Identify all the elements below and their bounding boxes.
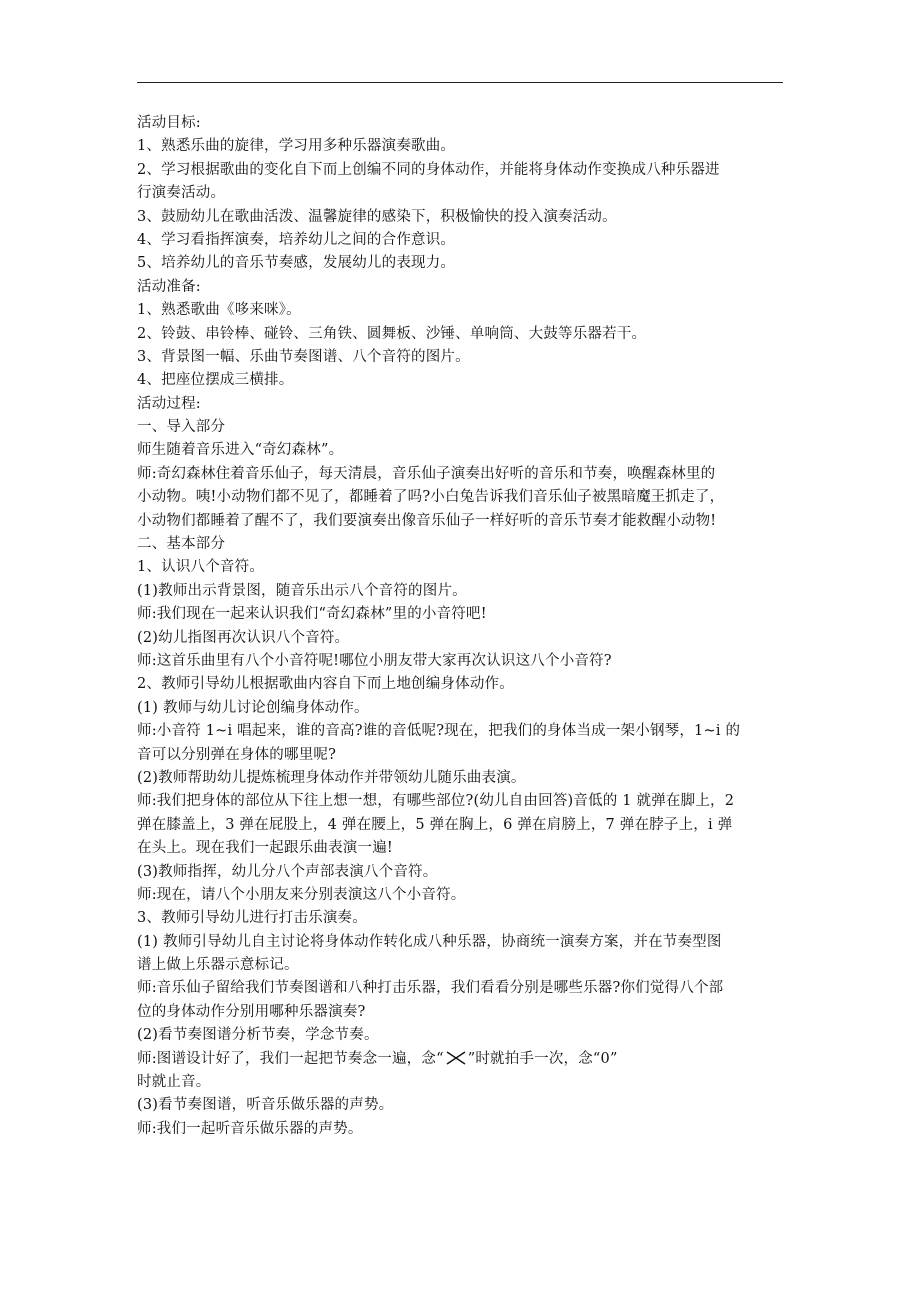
text-line: (1) 教师引导幼儿自主讨论将身体动作转化成八种乐器，协商统一演奏方案，并在节奏型图: [137, 933, 722, 950]
text-line: (1) 教师与幼儿讨论创编身体动作。: [137, 699, 369, 716]
text-line: 3、背景图一幅、乐曲节奏图谱、八个音符的图片。: [137, 348, 470, 365]
text-line: 时就止音。: [137, 1074, 211, 1091]
text-line: 师:我们一起听音乐做乐器的声势。: [137, 1120, 363, 1137]
text-line: 师:小音符 1~i 唱起来，谁的音高?谁的音低呢?现在，把我们的身体当成一架小钢琴，1~i 的: [137, 723, 741, 740]
text-line: (2)看节奏图谱分析节奏，学念节奏。: [137, 1027, 379, 1044]
text-line: 师生随着音乐进入“奇幻森林”。: [137, 442, 344, 459]
text-line: 活动准备:: [137, 278, 201, 295]
text-line: 师:我们现在一起来认识我们“奇幻森林”里的小音符吧!: [137, 606, 487, 623]
text-line: (3)看节奏图谱，听音乐做乐器的声势。: [137, 1097, 394, 1114]
text-line: 活动目标:: [137, 115, 201, 131]
text-line: (3)教师指挥，幼儿分八个声部表演八个音符。: [137, 863, 438, 880]
text-line: 在头上。现在我们一起跟乐曲表演一遍!: [137, 840, 393, 857]
text-line: 师:奇幻森林住着音乐仙子，每天清晨，音乐仙子演奏出好听的音乐和节奏，唤醒森林里的: [137, 465, 716, 482]
text-line: 4、把座位摆成三横排。: [137, 372, 294, 389]
text-line: (2)幼儿指图再次认识八个音符。: [137, 629, 350, 646]
text-line: 师:音乐仙子留给我们节奏图谱和八种打击乐器，我们看看分别是哪些乐器?你们觉得八个部: [137, 980, 724, 997]
text-line: 师:现在，请八个小朋友来分别表演这八个小音符。: [137, 886, 466, 903]
text-line: 2、铃鼓、串铃棒、碰铃、三角铁、圆舞板、沙锤、单响筒、大鼓等乐器若干。: [137, 325, 647, 342]
text-line: 行演奏活动。: [137, 185, 226, 202]
text-line: 活动过程:: [137, 395, 201, 412]
text-line: 二、基本部分: [137, 536, 226, 553]
text-line: 谱上做上乐器示意标记。: [137, 957, 299, 974]
text-line: 5、培养幼儿的音乐节奏感，发展幼儿的表现力。: [137, 255, 456, 272]
text-line: 一、导入部分: [137, 419, 226, 436]
text-line: 小动物们都睡着了醒不了，我们要演奏出像音乐仙子一样好听的音乐节奏才能救醒小动物!: [137, 512, 717, 529]
cross-symbol-icon: [445, 1051, 467, 1065]
text-line-cross-symbol: [137, 1048, 787, 1071]
text-line: (2)教师帮助幼儿提炼梳理身体动作并带领幼儿随乐曲表演。: [137, 769, 526, 786]
text-line: 2、教师引导幼儿根据歌曲内容自下而上地创编身体动作。: [137, 676, 514, 693]
text-line: 师:这首乐曲里有八个小音符呢!哪位小朋友带大家再次认识这八个小音符?: [137, 652, 612, 669]
text-line: 位的身体动作分别用哪种乐器演奏?: [137, 1003, 366, 1020]
text-block-tail: [137, 1071, 787, 1141]
text-line: 师:我们把身体的部位从下往上想一想，有哪些部位?(幼儿自由回答)音低的 1 就弹在脚上，2: [137, 793, 735, 810]
text-block: [137, 112, 787, 1048]
document-body: [137, 112, 787, 1141]
text-line: 弹在膝盖上，3 弹在屁股上，4 弹在腰上，5 弹在胸上，6 弹在肩膀上，7 弹在脖子上，i 弹: [137, 816, 733, 833]
header-rule: [137, 82, 783, 83]
cross-line-before: 师:图谱设计好了，我们一起把节奏念一遍，念“: [137, 1050, 444, 1067]
text-line: 音可以分别弹在身体的哪里呢?: [137, 746, 337, 763]
text-line: 1、熟悉歌曲《哆来咪》。: [137, 302, 301, 319]
text-line: 1、熟悉乐曲的旋律，学习用多种乐器演奏歌曲。: [137, 138, 456, 155]
text-line: 4、学习看指挥演奏，培养幼儿之间的合作意识。: [137, 231, 456, 248]
text-line: (1)教师出示背景图，随音乐出示八个音符的图片。: [137, 582, 467, 599]
text-line: 3、教师引导幼儿进行打击乐演奏。: [137, 910, 367, 927]
text-line: 2、学习根据歌曲的变化自下而上创编不同的身体动作，并能将身体动作变换成八种乐器进: [137, 161, 720, 178]
text-line: 1、认识八个音符。: [137, 559, 265, 576]
cross-line-after: ”时就拍手一次，念“0”: [467, 1050, 618, 1067]
text-line: 小动物。咦!小动物们都不见了，都睡着了吗?小白兔告诉我们音乐仙子被黑暗魔王抓走了，: [137, 489, 725, 506]
text-line: 3、鼓励幼儿在歌曲活泼、温馨旋律的感染下，积极愉快的投入演奏活动。: [137, 208, 617, 225]
